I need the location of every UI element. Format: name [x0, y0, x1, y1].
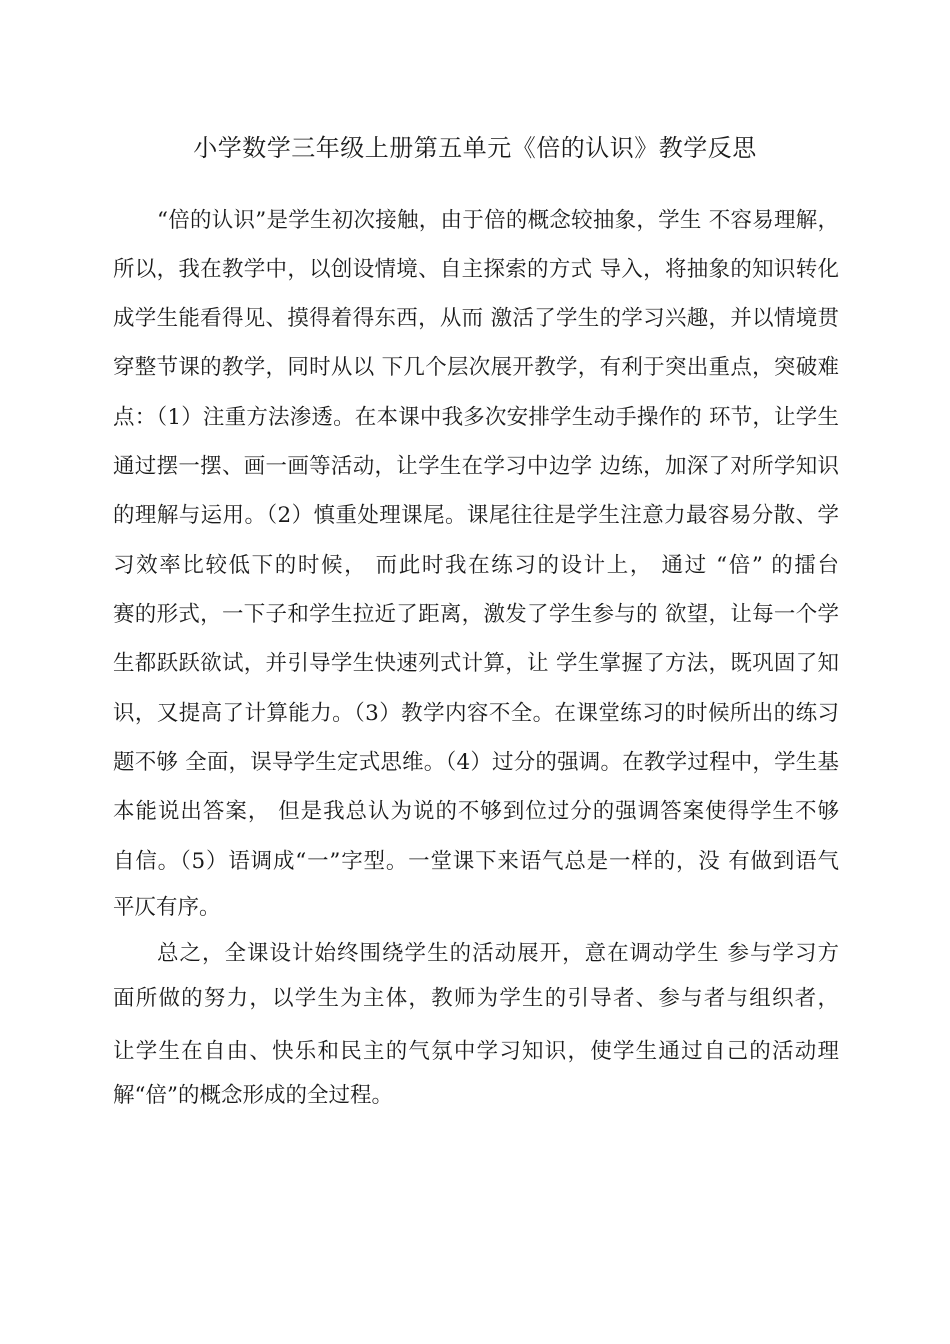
paragraph-1-line: 识，又提高了计算能力。（3）教学内容不全。在课堂练习的时候所出的练习	[113, 701, 839, 726]
paragraph-1-line: 点：（1）注重方法渗透。在本课中我多次安排学生动手操作的 环节，让学生	[113, 405, 839, 430]
document-title: 小学数学三年级上册第五单元《倍的认识》教学反思	[193, 134, 757, 162]
paragraph-1-line: 平仄有序。	[113, 895, 221, 920]
paragraph-1-line: 本能说出答案， 但是我总认为说的不够到位过分的强调答案使得学生不够	[113, 799, 839, 824]
paragraph-1-line: 的理解与运用。（2）慎重处理课尾。课尾往往是学生注意力最容易分散、学	[113, 503, 839, 528]
paragraph-2-line: 解“倍”的概念形成的全过程。	[113, 1083, 393, 1108]
paragraph-1-line: “倍的认识”是学生初次接触，由于倍的概念较抽象，学生 不容易理解，	[157, 208, 839, 233]
paragraph-1-line: 题不够 全面，误导学生定式思维。（4）过分的强调。在教学过程中，学生基	[113, 750, 839, 775]
paragraph-1-line: 生都跃跃欲试，并引导学生快速列式计算，让 学生掌握了方法，既巩固了知	[113, 651, 839, 676]
paragraph-1-line: 穿整节课的教学，同时从以 下几个层次展开教学，有利于突出重点，突破难	[113, 355, 839, 380]
paragraph-1-line: 通过摆一摆、画一画等活动，让学生在学习中边学 边练，加深了对所学知识	[113, 454, 839, 479]
paragraph-1-line: 成学生能看得见、摸得着得东西，从而 激活了学生的学习兴趣，并以情境贯	[113, 306, 839, 331]
paragraph-1-line: 所以，我在教学中，以创设情境、自主探索的方式 导入，将抽象的知识转化	[113, 257, 839, 282]
paragraph-1-line: 赛的形式，一下子和学生拉近了距离，激发了学生参与的 欲望，让每一个学	[113, 602, 839, 627]
paragraph-1-line: 自信。（5）语调成“一”字型。一堂课下来语气总是一样的，没 有做到语气	[113, 849, 839, 874]
paragraph-1-line: 习效率比较低下的时候， 而此时我在练习的设计上， 通过 “倍” 的擂台	[113, 553, 839, 578]
paragraph-2-line: 面所做的努力，以学生为主体，教师为学生的引导者、参与者与组织者，	[113, 986, 839, 1011]
paragraph-2-line: 总之，全课设计始终围绕学生的活动展开，意在调动学生 参与学习方	[157, 941, 839, 966]
paragraph-2-line: 让学生在自由、快乐和民主的气氛中学习知识，使学生通过自己的活动理	[113, 1039, 839, 1064]
